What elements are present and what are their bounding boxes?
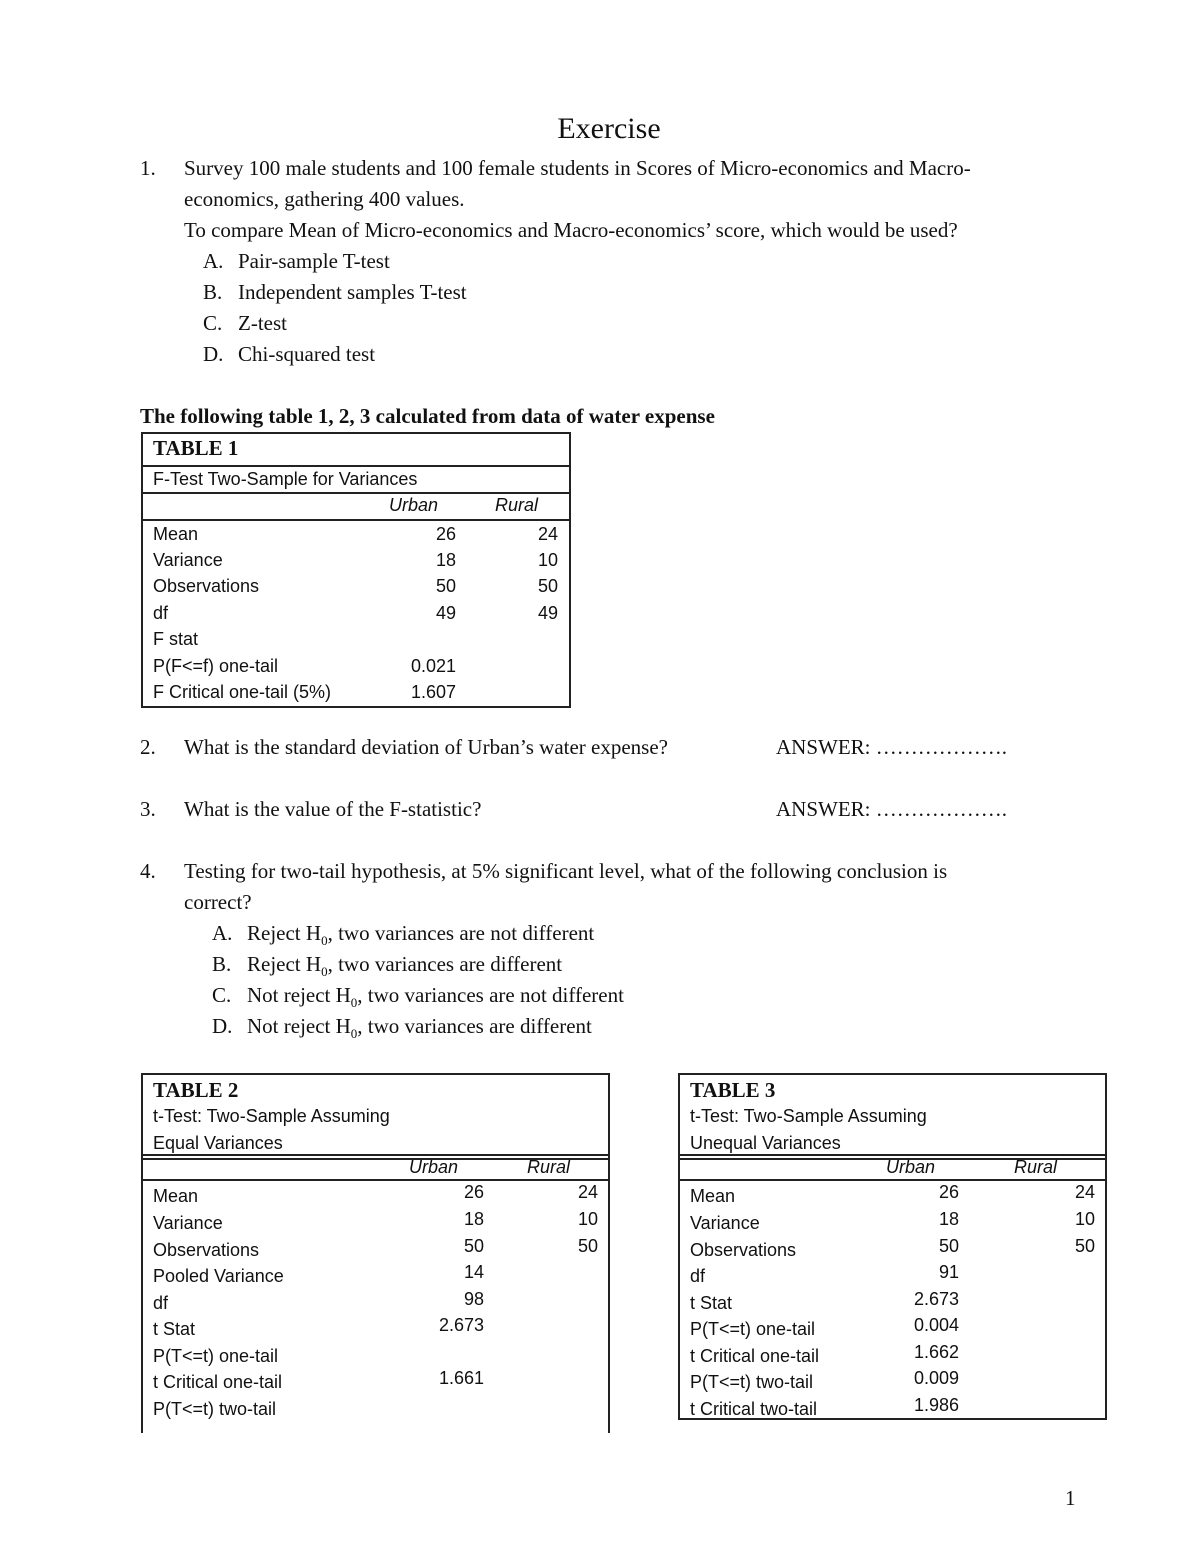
row-label: F Critical one-tail (5%): [153, 682, 332, 702]
question-number: 2.: [140, 735, 156, 759]
table-title: TABLE 3: [690, 1078, 776, 1102]
column-header-urban: Urban: [409, 1157, 459, 1177]
row-label: P(T<=t) two-tail: [153, 1399, 277, 1419]
option-letter: B.: [212, 952, 232, 976]
table-title: TABLE 2: [153, 1078, 239, 1102]
option-letter: C.: [203, 311, 223, 335]
question-text-line: correct?: [184, 890, 252, 914]
column-header-rural: Rural: [1014, 1157, 1058, 1177]
row-label: P(T<=t) one-tail: [690, 1319, 816, 1339]
cell-value: 18: [938, 1209, 959, 1229]
column-header-rural: Rural: [527, 1157, 571, 1177]
question-text-line: economics, gathering 400 values.: [184, 187, 465, 211]
cell-value: 26: [435, 524, 456, 544]
cell-value: 50: [537, 576, 558, 596]
cell-value: 18: [463, 1209, 484, 1229]
option-letter: A.: [203, 249, 224, 273]
cell-value: 0.021: [410, 656, 456, 676]
table-subtitle: t-Test: Two-Sample Assuming: [153, 1106, 390, 1126]
table-title: TABLE 1: [153, 436, 239, 460]
table-subtitle: F-Test Two-Sample for Variances: [153, 469, 418, 489]
row-label: Observations: [690, 1240, 797, 1260]
option-letter: A.: [212, 921, 233, 945]
column-header-urban: Urban: [886, 1157, 936, 1177]
cell-value: 10: [577, 1209, 598, 1229]
table-subtitle: Equal Variances: [153, 1133, 283, 1153]
cell-value: 91: [938, 1262, 959, 1282]
cell-value: 14: [463, 1262, 484, 1282]
cell-value: 0.009: [913, 1368, 959, 1388]
option-text: Pair-sample T-test: [238, 249, 390, 273]
option-text: Not reject $H_0$, two variances are not different: [247, 983, 624, 1011]
question-number: 4.: [140, 859, 156, 883]
row-label: Variance: [690, 1213, 760, 1233]
cell-value: 50: [463, 1236, 484, 1256]
question-text-line: Survey 100 male students and 100 female students in Scores of Micro-economics and Macro-: [184, 156, 971, 180]
row-label: Mean: [690, 1186, 736, 1206]
row-label: Variance: [153, 550, 223, 570]
cell-value: 26: [463, 1182, 484, 1202]
cell-value: 24: [577, 1182, 598, 1202]
option-letter: D.: [203, 342, 224, 366]
table-3: [678, 1073, 1107, 1420]
table-subtitle: Unequal Variances: [690, 1133, 841, 1153]
option-letter: C.: [212, 983, 232, 1007]
row-label: t Critical one-tail: [690, 1346, 820, 1366]
page-title: Exercise: [557, 112, 661, 145]
table-2: [141, 1073, 610, 1433]
row-label: Pooled Variance: [153, 1266, 284, 1286]
section-heading: The following table 1, 2, 3 calculated from data of water expense: [140, 404, 715, 428]
column-header-rural: Rural: [495, 495, 539, 515]
row-label: Observations: [153, 1240, 260, 1260]
option-text: Reject $H_0$, two variances are different: [247, 952, 563, 980]
row-label: df: [153, 603, 169, 623]
cell-value: 1.607: [410, 682, 456, 702]
cell-value: 24: [1074, 1182, 1095, 1202]
row-label: Mean: [153, 524, 199, 544]
row-label: df: [153, 1293, 169, 1313]
row-label: t Stat: [690, 1293, 733, 1313]
question-number: 3.: [140, 797, 156, 821]
table-1: [141, 432, 571, 708]
cell-value: 18: [435, 550, 456, 570]
cell-value: 0.004: [913, 1315, 959, 1335]
option-text: Independent samples T-test: [238, 280, 467, 304]
cell-value: 1.661: [438, 1368, 484, 1388]
cell-value: 50: [938, 1236, 959, 1256]
row-label: df: [690, 1266, 706, 1286]
cell-value: 50: [577, 1236, 598, 1256]
cell-value: 2.673: [913, 1289, 959, 1309]
question-text: What is the standard deviation of Urban’s water expense?: [184, 735, 668, 759]
answer-blank[interactable]: ANSWER: ……………….: [776, 797, 1007, 821]
option-letter: B.: [203, 280, 223, 304]
table-subtitle: t-Test: Two-Sample Assuming: [690, 1106, 927, 1126]
question-text-line: Testing for two-tail hypothesis, at 5% significant level, what of the following conclusion is: [184, 859, 948, 883]
option-text: Not reject $H_0$, two variances are different: [247, 1014, 592, 1042]
question-text-line: To compare Mean of Micro-economics and Macro-economics’ score, which would be used?: [184, 218, 958, 242]
cell-value: 1.662: [913, 1342, 959, 1362]
cell-value: 10: [1074, 1209, 1095, 1229]
option-text: Chi-squared test: [238, 342, 376, 366]
row-label: Variance: [153, 1213, 223, 1233]
row-label: P(T<=t) one-tail: [153, 1346, 279, 1366]
row-label: t Critical two-tail: [690, 1399, 818, 1419]
cell-value: 26: [938, 1182, 959, 1202]
row-label: P(F<=f) one-tail: [153, 656, 279, 676]
answer-blank[interactable]: ANSWER: ……………….: [776, 735, 1007, 759]
cell-value: 50: [435, 576, 456, 596]
option-letter: D.: [212, 1014, 233, 1038]
row-label: t Critical one-tail: [153, 1372, 283, 1392]
cell-value: 24: [537, 524, 558, 544]
option-text: Reject $H_0$, two variances are not different: [247, 921, 595, 949]
row-label: F stat: [153, 629, 199, 649]
option-text: Z-test: [238, 311, 287, 335]
cell-value: 49: [537, 603, 558, 623]
question-text: What is the value of the F-statistic?: [184, 797, 482, 821]
column-header-urban: Urban: [389, 495, 439, 515]
cell-value: 1.986: [913, 1395, 959, 1415]
row-label: Observations: [153, 576, 260, 596]
cell-value: 2.673: [438, 1315, 484, 1335]
cell-value: 49: [435, 603, 456, 623]
question-number: 1.: [140, 156, 156, 180]
page-number: 1: [1065, 1486, 1076, 1510]
row-label: Mean: [153, 1186, 199, 1206]
row-label: t Stat: [153, 1319, 196, 1339]
cell-value: 50: [1074, 1236, 1095, 1256]
cell-value: 98: [463, 1289, 484, 1309]
row-label: P(T<=t) two-tail: [690, 1372, 814, 1392]
cell-value: 10: [537, 550, 558, 570]
